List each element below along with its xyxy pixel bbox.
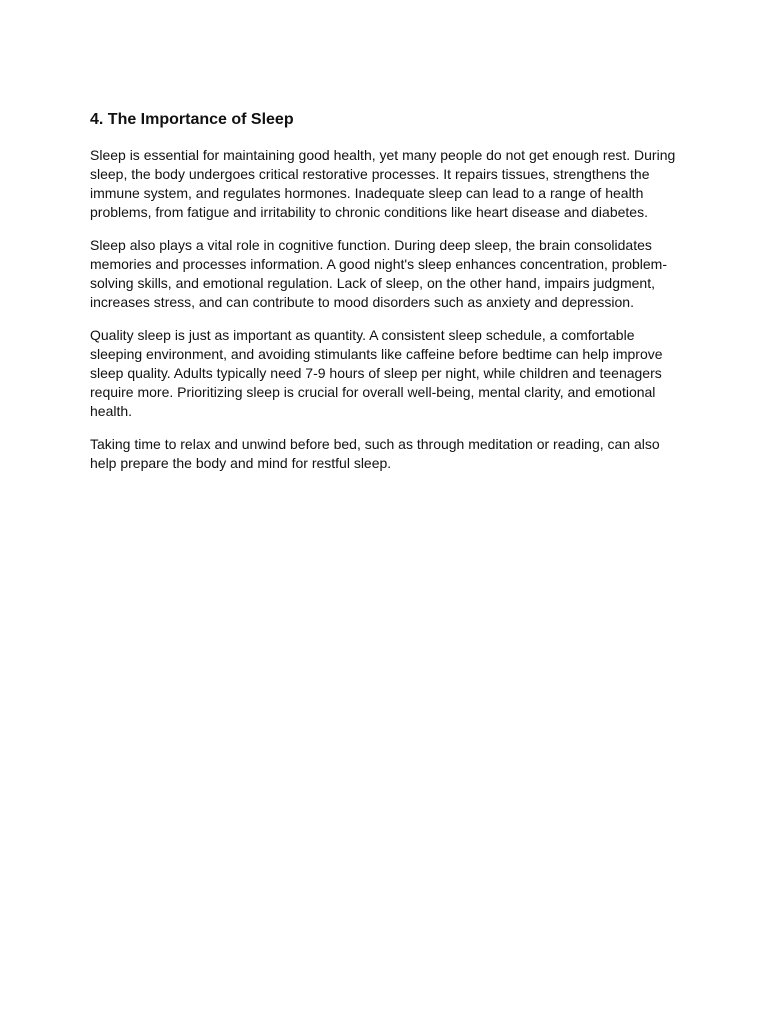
paragraph-4: Taking time to relax and unwind before bed, such as through meditation or reading, can also help prepare the body and mind for restful sleep. (90, 436, 660, 471)
paragraph-1: Sleep is essential for maintaining good health, yet many people do not get enough rest. During sleep, the body undergoes critical restorative processes. It repairs tissues, strengthens the immune system, and regulates hormones. Inadequate sleep can lead to a range of health problems, from fatigue and irritability to chronic conditions like heart disease and diabetes. (90, 147, 676, 220)
paragraph-2: Sleep also plays a vital role in cognitive function. During deep sleep, the brain consolidates memories and processes information. A good night's sleep enhances concentration, problem-solving skills, and emotional regulation. Lack of sleep, on the other hand, impairs judgment, increases stress, and can contribute to mood disorders such as anxiety and depression. (90, 237, 668, 310)
paragraph-3: Quality sleep is just as important as quantity. A consistent sleep schedule, a comfortable sleeping environment, and avoiding stimulants like caffeine before bedtime can help improve sleep quality. Adults typically need 7-9 hours of sleep per night, while children and teenagers require more. Prioritizing sleep is crucial for overall well-being, mental clarity, and emotional health. (90, 327, 663, 419)
section-title: 4. The Importance of Sleep (90, 111, 294, 128)
document-page (90, 108, 680, 487)
